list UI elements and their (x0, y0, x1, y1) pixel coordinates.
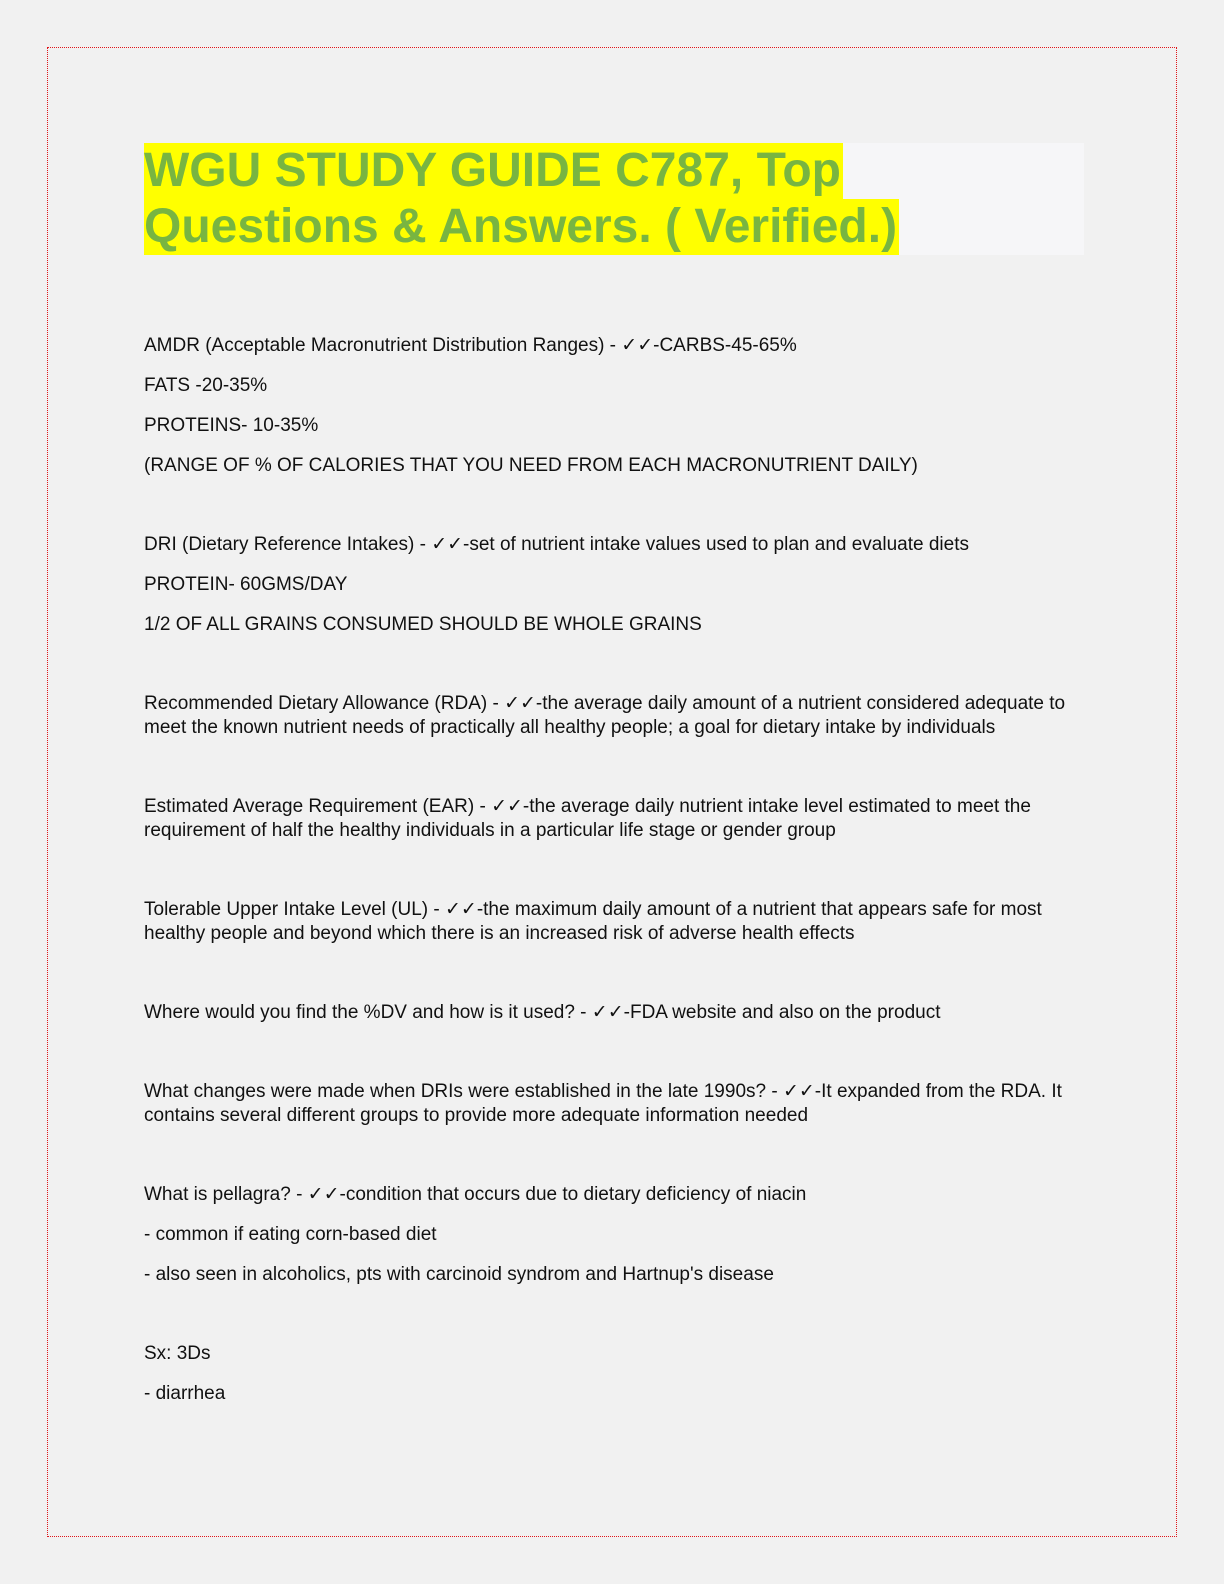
block-gap (144, 653, 1084, 692)
qa-block (144, 1001, 1084, 1025)
qa-line: (RANGE OF % OF CALORIES THAT YOU NEED FROM EACH MACRONUTRIENT DAILY) (144, 455, 918, 476)
qa-block (144, 692, 1084, 740)
qa-line: Where would you find the %DV and how is it used? - ✓✓-FDA website and also on the product (144, 1002, 941, 1023)
qa-block (144, 1080, 1084, 1128)
title-line-2: Questions & Answers. ( Verified.) (144, 200, 898, 253)
block-gap (144, 859, 1084, 898)
qa-line: What changes were made when DRIs were established in the late 1990s? - ✓✓-It expanded from the RDA. It contains several different groups to provide more adequate information needed (144, 1081, 1062, 1126)
block-gap (144, 1303, 1084, 1342)
block-gap (144, 1041, 1084, 1080)
qa-block (144, 1342, 1084, 1406)
qa-line: FATS -20-35% (144, 375, 268, 396)
block-gap (144, 756, 1084, 795)
qa-block (144, 795, 1084, 843)
qa-block (144, 1183, 1084, 1287)
title-line-1: WGU STUDY GUIDE C787, Top (144, 144, 841, 197)
qa-block (144, 533, 1084, 637)
qa-line: DRI (Dietary Reference Intakes) - ✓✓-set of nutrient intake values used to plan and evaluate diets (144, 534, 969, 555)
qa-line: Estimated Average Requirement (EAR) - ✓✓-the average daily nutrient intake level estimated to meet the requirement of half the healthy individuals in a particular life stage or gender group (144, 796, 1031, 841)
qa-line: - also seen in alcoholics, pts with carcinoid syndrom and Hartnup's disease (144, 1264, 774, 1285)
qa-block (144, 334, 1084, 478)
study-guide-content (144, 334, 1084, 1422)
qa-line: AMDR (Acceptable Macronutrient Distribution Ranges) - ✓✓-CARBS-45-65% (144, 335, 797, 356)
qa-line: Sx: 3Ds (144, 1343, 211, 1364)
document-title (144, 143, 1084, 255)
qa-block (144, 898, 1084, 946)
block-gap (144, 962, 1084, 1001)
qa-line: - diarrhea (144, 1383, 226, 1404)
qa-line: - common if eating corn-based diet (144, 1224, 437, 1245)
qa-line: Recommended Dietary Allowance (RDA) - ✓✓-the average daily amount of a nutrient considered adequate to meet the known nutrient needs of practically all healthy people; a goal for dietary intake by individuals (144, 693, 1066, 738)
qa-line: 1/2 OF ALL GRAINS CONSUMED SHOULD BE WHOLE GRAINS (144, 614, 702, 635)
qa-line: PROTEINS- 10-35% (144, 415, 319, 436)
qa-line: What is pellagra? - ✓✓-condition that occurs due to dietary deficiency of niacin (144, 1184, 807, 1205)
qa-line: PROTEIN- 60GMS/DAY (144, 574, 348, 595)
block-gap (144, 494, 1084, 533)
block-gap (144, 1144, 1084, 1183)
qa-line: Tolerable Upper Intake Level (UL) - ✓✓-the maximum daily amount of a nutrient that appears safe for most healthy people and beyond which there is an increased risk of adverse health effects (144, 899, 1042, 944)
